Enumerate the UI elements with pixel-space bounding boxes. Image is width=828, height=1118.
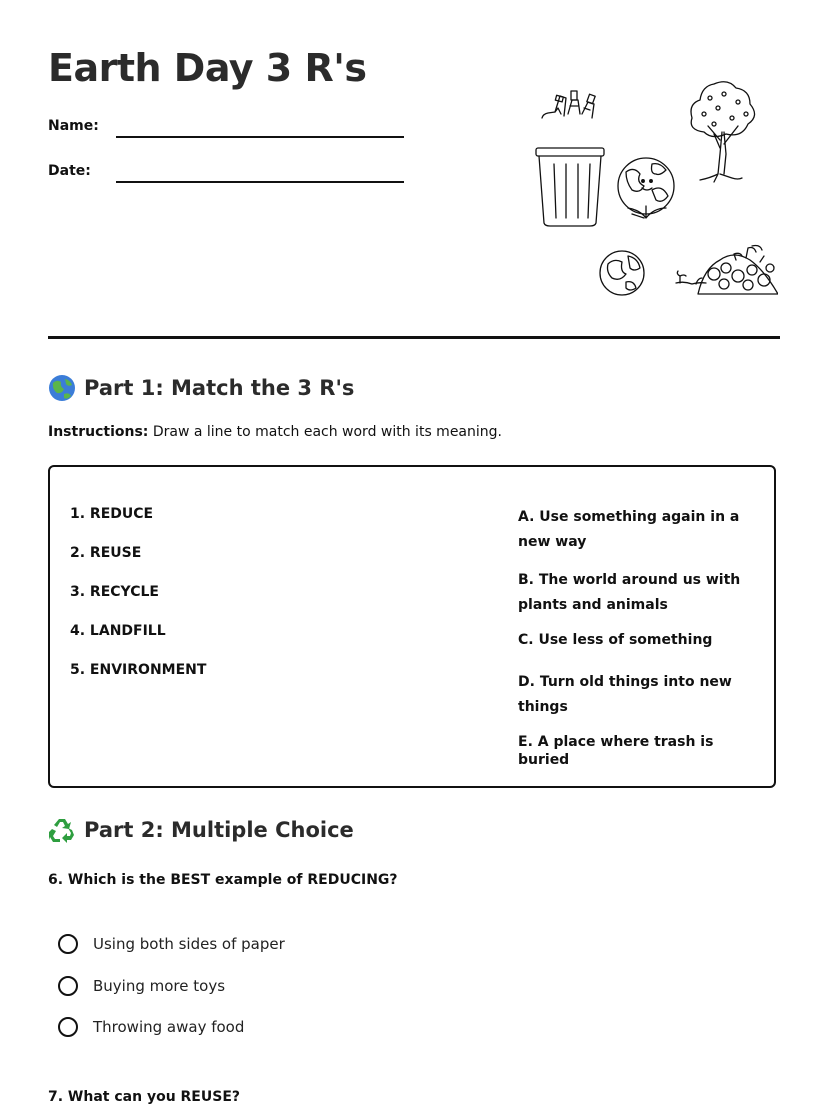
answer-option[interactable] <box>58 976 225 996</box>
word-item[interactable]: 3. RECYCLE <box>70 584 159 600</box>
globe-icon <box>48 374 76 402</box>
recycling-bin-icon <box>536 91 604 226</box>
question-7: 7. What can you REUSE? <box>48 1089 241 1105</box>
word-item[interactable]: 1. REDUCE <box>70 506 154 522</box>
part2-title: Part 2: Multiple Choice <box>84 818 354 842</box>
date-label: Date: <box>48 163 91 179</box>
part2-heading <box>48 816 354 844</box>
part1-heading <box>48 374 354 402</box>
header-divider <box>48 336 780 339</box>
earth-plant-icon <box>618 158 674 218</box>
worksheet-title: Earth Day 3 R's <box>48 46 367 90</box>
instructions-text: Draw a line to match each word with its meaning. <box>148 424 502 440</box>
option-label: Buying more toys <box>93 977 226 995</box>
meaning-item[interactable]: A. Use something again in a new way <box>518 509 740 550</box>
radio-button[interactable] <box>58 1017 78 1037</box>
meaning-item[interactable]: C. Use less of something <box>518 632 713 648</box>
word-item[interactable]: 5. ENVIRONMENT <box>70 662 207 678</box>
option-label: Throwing away food <box>93 1018 245 1036</box>
tree-icon <box>691 82 755 182</box>
radio-button[interactable] <box>58 976 78 996</box>
answer-option[interactable] <box>58 1017 244 1037</box>
worksheet-page <box>48 0 780 1118</box>
date-input-line[interactable] <box>116 181 404 183</box>
instructions-label: Instructions: <box>48 424 149 440</box>
radio-button[interactable] <box>58 934 78 954</box>
part1-instructions <box>48 424 502 440</box>
globe-small-icon <box>600 251 644 295</box>
recycle-icon <box>48 816 76 844</box>
meaning-item[interactable]: D. Turn old things into new things <box>518 674 732 715</box>
question-6: 6. Which is the BEST example of REDUCING? <box>48 872 398 888</box>
name-input-line[interactable] <box>116 136 404 138</box>
meaning-item[interactable]: B. The world around us with plants and animals <box>518 572 741 613</box>
compost-pile-icon <box>698 246 778 295</box>
matching-box <box>48 465 776 788</box>
answer-option[interactable] <box>58 934 285 954</box>
word-item[interactable]: 4. LANDFILL <box>70 623 166 639</box>
name-label: Name: <box>48 118 99 134</box>
word-item[interactable]: 2. REUSE <box>70 545 142 561</box>
meaning-item[interactable]: E. A place where trash is buried <box>518 734 714 768</box>
word-column <box>70 505 206 700</box>
option-label: Using both sides of paper <box>93 935 285 953</box>
part1-title: Part 1: Match the 3 R's <box>84 376 355 400</box>
meaning-column <box>518 505 763 790</box>
earth-day-illustrations <box>528 78 778 303</box>
